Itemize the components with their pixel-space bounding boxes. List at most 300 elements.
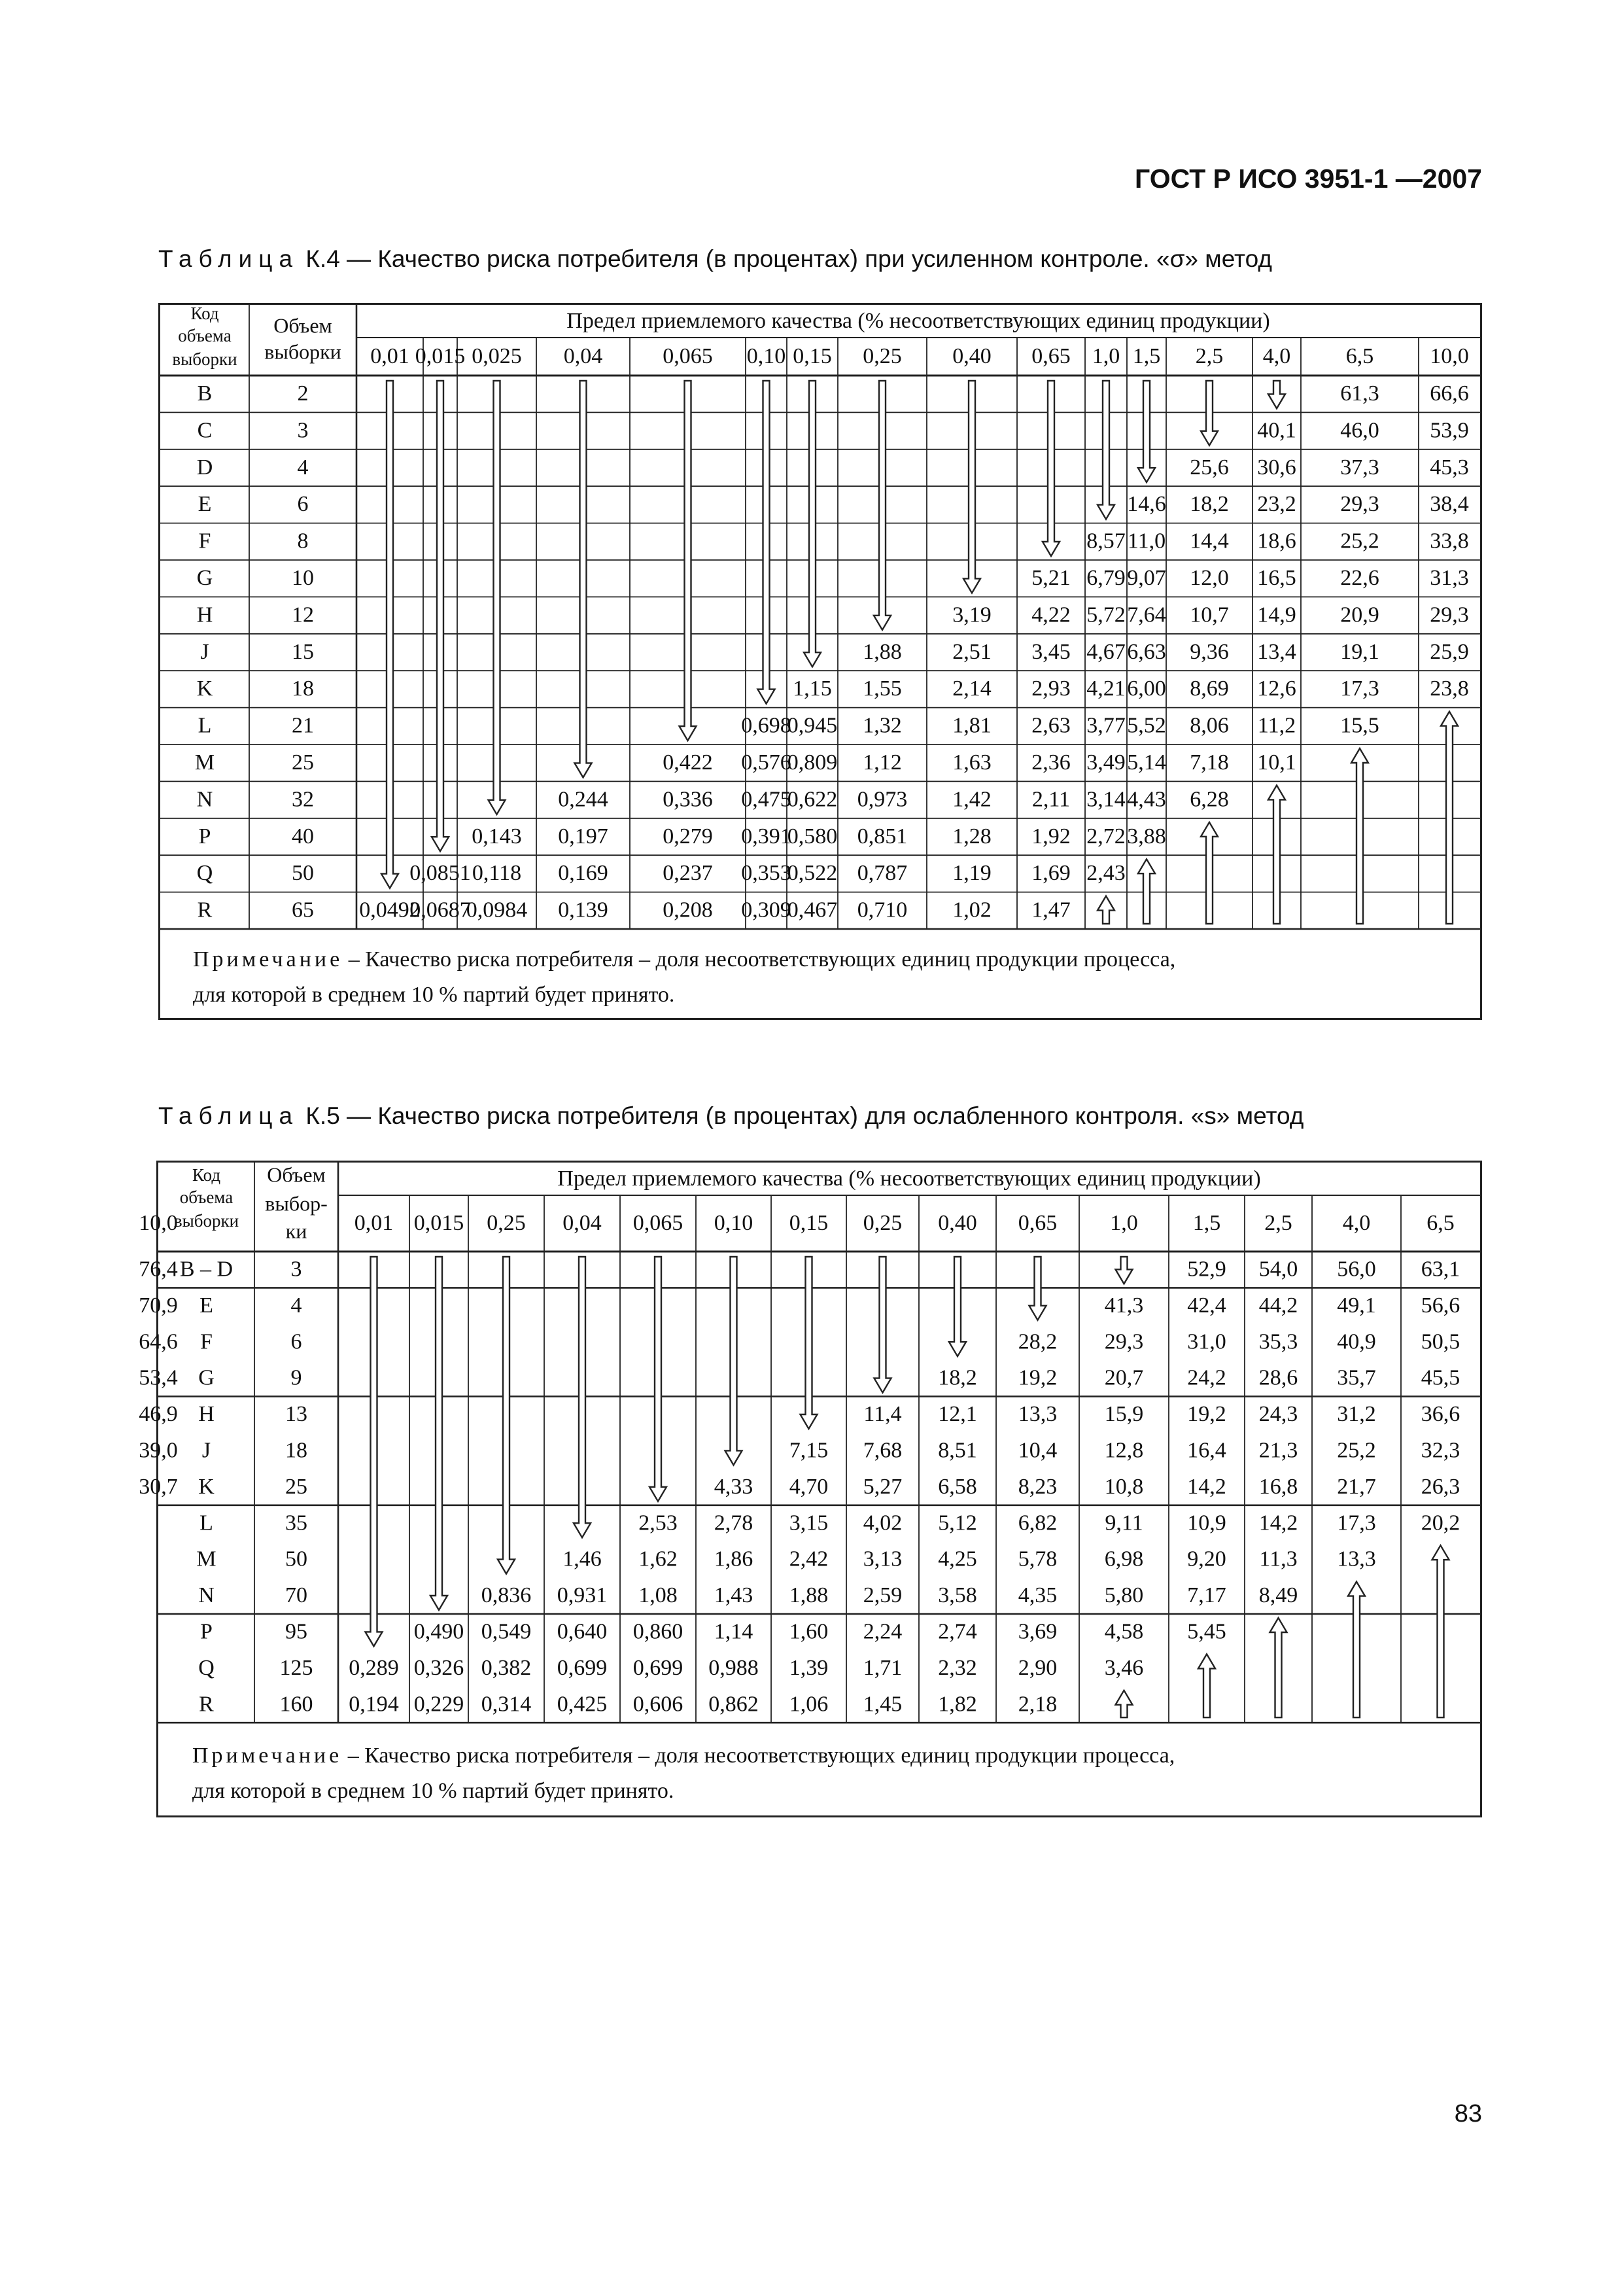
table-k5-note-line1 [192, 1738, 1175, 1774]
table-k5-note-label: Примечание [192, 1743, 343, 1768]
table-k4-cell-value: 14,4 [1190, 529, 1229, 553]
table-k4-cell-value: 0,0851 [409, 861, 471, 886]
table-k5-cell-value: 52,9 [1187, 1257, 1226, 1282]
table-k5-up-arrow [1348, 1582, 1365, 1718]
table-k4-note-text: – Качество риска потребителя – доля несоответствующих единиц продукции процесса, [343, 947, 1176, 972]
table-k5-cell-value: 20,7 [1104, 1365, 1144, 1390]
table-k5-cell-value: 44,2 [1258, 1293, 1298, 1318]
table-k5-cell-value: 5,12 [938, 1511, 977, 1535]
table-k5-cell-value: 31,0 [1187, 1329, 1226, 1354]
table-k4-cell-value: 0,422 [663, 750, 713, 775]
table-k5-up-arrow [1116, 1691, 1133, 1717]
table-k4-cell-value: 0,197 [558, 824, 608, 849]
table-k4-row-code: N [196, 787, 213, 812]
table-k5-row-size: 18 [285, 1438, 307, 1463]
table-k5-cell-value: 3,58 [938, 1583, 977, 1608]
table-k4-cell-value: 0,244 [558, 787, 608, 812]
table-k4-caption-prefix: Таблица [158, 245, 300, 272]
table-k5-row-code: Q [198, 1655, 215, 1680]
table-k5-cell-value: 5,45 [1187, 1619, 1226, 1644]
table-k5-cell-value: 0,490 [413, 1619, 464, 1644]
table-k5-cell-value: 26,3 [1421, 1474, 1460, 1499]
table-k4-cell-value: 12,6 [1257, 676, 1296, 701]
table-k5-cell-value: 17,3 [1337, 1511, 1376, 1535]
table-k4-note-line1 [193, 942, 1175, 977]
table-k4-aql-level: 0,15 [793, 343, 832, 368]
table-k5-row-code: N [198, 1583, 215, 1608]
table-k5-cell-value: 31,2 [1337, 1402, 1376, 1427]
table-k4-cell-value: 40,1 [1257, 418, 1296, 443]
table-k4-cell-value: 0,139 [558, 898, 608, 922]
table-k4-cell-value: 2,11 [1031, 787, 1071, 812]
table-k4-row-size: 50 [292, 861, 314, 886]
table-k4-up-arrow [1201, 822, 1218, 924]
table-k4-grid [160, 305, 1480, 1018]
table-k5-cell-value: 8,23 [1018, 1474, 1058, 1499]
table-k4-down-arrow [1138, 381, 1155, 482]
table-k4-row-code: D [196, 455, 213, 480]
table-k5-cell-value: 2,42 [789, 1547, 829, 1571]
standard-header: ГОСТ Р ИСО 3951-1 —2007 [1135, 164, 1482, 194]
table-k5-note-line2: для которой в среднем 10 % партий будет принято. [192, 1779, 674, 1803]
table-k5-cell-value: 16,8 [1258, 1474, 1298, 1499]
table-k5-row-size: 35 [285, 1511, 307, 1535]
table-k5-note [192, 1738, 1175, 1809]
table-k5-down-arrow [1116, 1257, 1133, 1284]
table-k4-cell-value: 1,69 [1031, 861, 1071, 886]
table-k4-cell-value: 0,576 [741, 750, 791, 775]
table-k4-header-size: выборки [264, 340, 341, 364]
table-k4-row-size: 2 [297, 381, 309, 406]
table-k4-cell-value: 38,4 [1430, 492, 1469, 517]
table-k5-row-size: 125 [279, 1655, 313, 1680]
table-k4-row-size: 18 [292, 676, 314, 701]
table-k5-row-code: P [200, 1619, 213, 1644]
table-k5-aql-level: 0,015 [413, 1210, 464, 1235]
table-k5-cell-value: 0,314 [481, 1692, 532, 1717]
table-k5-cell-value: 2,18 [1018, 1692, 1058, 1717]
table-k5-cell-value: 2,59 [863, 1583, 903, 1608]
table-k4-row-code: E [198, 492, 212, 517]
table-k5-cell-value: 2,24 [863, 1619, 903, 1644]
table-k5-cell-value: 50,5 [1421, 1329, 1460, 1354]
table-k4-cell-value: 33,8 [1430, 529, 1469, 553]
table-k4-row-code: F [198, 529, 211, 553]
table-k4-cell-value: 1,42 [952, 787, 992, 812]
table-k5-cell-value: 19,2 [1018, 1365, 1058, 1390]
table-k4-cell-value: 23,2 [1257, 492, 1296, 517]
table-k5-cell-value: 24,2 [1187, 1365, 1226, 1390]
table-k5-aql-level: 0,04 [562, 1210, 602, 1235]
table-k4-aql-level: 0,065 [663, 343, 713, 368]
table-k4-aql-level: 2,5 [1195, 343, 1224, 368]
table-k4-aql-level: 6,5 [1345, 343, 1374, 368]
table-k4-cell-value: 20,9 [1340, 603, 1379, 627]
table-k4-cell-value: 2,63 [1031, 713, 1071, 738]
table-k4-cell-value: 8,06 [1190, 713, 1229, 738]
table-k5-cell-value: 1,06 [789, 1692, 829, 1717]
table-k5-row-code: R [199, 1692, 214, 1717]
table-k4-row-size: 6 [297, 492, 309, 517]
table-k5-up-arrow [1270, 1618, 1287, 1717]
table-k5-header-aql: Предел приемлемого качества (% несоответствующих единиц продукции) [557, 1166, 1261, 1191]
table-k4-header-code: Код [190, 304, 219, 324]
table-k4-cell-value: 29,3 [1340, 492, 1379, 517]
table-k4-cell-value: 10,1 [1257, 750, 1296, 775]
table-k4-cell-value: 0,475 [741, 787, 791, 812]
table-k4-cell-value: 4,43 [1127, 787, 1166, 812]
table-k5-cell-value: 14,2 [1258, 1511, 1298, 1535]
table-k5-cell-value: 54,0 [1258, 1257, 1298, 1282]
table-k4-cell-value: 14,6 [1127, 492, 1166, 517]
table-k5-caption-text: К.5 — Качество риска потребителя (в процентах) для ослабленного контроля. «s» метод [299, 1102, 1304, 1129]
table-k4-aql-level: 0,25 [863, 343, 902, 368]
table-k5-cell-value: 56,0 [1337, 1257, 1376, 1282]
table-k4-cell-value: 2,72 [1086, 824, 1126, 849]
table-k4-up-arrow [1097, 896, 1114, 924]
table-k4-cell-value: 3,45 [1031, 639, 1071, 664]
table-k4-row-size: 8 [297, 529, 309, 553]
table-k4-down-arrow [1201, 381, 1218, 446]
table-k5-cell-value: 63,1 [1421, 1257, 1460, 1282]
table-k5-cell-value: 18,2 [938, 1365, 977, 1390]
table-k4-cell-value: 11,2 [1257, 713, 1296, 738]
table-k4-cell-value: 0,0492 [359, 898, 421, 922]
table-k5-cell-value: 76,4 [139, 1257, 178, 1282]
table-k4-cell-value: 8,69 [1190, 676, 1229, 701]
table-k5-aql-level: 0,25 [487, 1210, 526, 1235]
table-k5-row-code: K [198, 1474, 215, 1499]
table-k5-header-code: Код [192, 1165, 221, 1185]
table-k5-cell-value: 45,5 [1421, 1365, 1460, 1390]
table-k5-cell-value: 35,3 [1258, 1329, 1298, 1354]
table-k4-cell-value: 3,19 [952, 603, 992, 627]
table-k5-cell-value: 0,988 [708, 1655, 759, 1680]
table-k5-cell-value: 4,33 [714, 1474, 753, 1499]
table-k4-cell-value: 45,3 [1430, 455, 1469, 480]
table-k4-cell-value: 25,6 [1190, 455, 1229, 480]
table-k4-cell-value: 0,336 [663, 787, 713, 812]
table-k4-down-arrow [432, 381, 449, 851]
table-k5-cell-value: 20,2 [1421, 1511, 1460, 1535]
table-k5-up-arrow [1432, 1545, 1449, 1717]
table-k5-row-size: 13 [285, 1402, 307, 1427]
table-k4-row-size: 21 [292, 713, 314, 738]
table-k5-cell-value: 15,9 [1104, 1402, 1144, 1427]
table-k5-cell-value: 10,8 [1104, 1474, 1144, 1499]
table-k5-aql-level: 4,0 [1342, 1210, 1371, 1235]
table-k4-cell-value: 5,52 [1127, 713, 1166, 738]
table-k4-row-code: C [197, 418, 213, 443]
table-k4-note-line2: для которой в среднем 10 % партий будет принято. [193, 983, 675, 1007]
table-k4-cell-value: 0,0687 [409, 898, 471, 922]
table-k4-cell-value: 6,79 [1086, 565, 1126, 590]
table-k4-down-arrow [874, 381, 891, 630]
table-k5-cell-value: 6,82 [1018, 1511, 1058, 1535]
table-k5-cell-value: 1,43 [714, 1583, 753, 1608]
table-k4-row-size: 32 [292, 787, 314, 812]
table-k4-header-aql: Предел приемлемого качества (% несоответствующих единиц продукции) [566, 308, 1270, 333]
table-k4-down-arrow [680, 381, 697, 741]
table-k4-cell-value: 4,22 [1031, 603, 1071, 627]
table-k5-cell-value: 2,74 [938, 1619, 977, 1644]
table-k4-row-code: B [197, 381, 213, 406]
table-k5-cell-value: 19,2 [1187, 1402, 1226, 1427]
table-k5-row-size: 95 [285, 1619, 307, 1644]
table-k5-cell-value: 25,2 [1337, 1438, 1376, 1463]
table-k4-cell-value: 0,353 [741, 861, 791, 886]
table-k5-down-arrow [649, 1257, 666, 1501]
table-k5-cell-value: 0,699 [632, 1655, 683, 1680]
table-k4-cell-value: 31,3 [1430, 565, 1469, 590]
table-k4-cell-value: 14,9 [1257, 603, 1296, 627]
table-k4-cell-value: 1,47 [1031, 898, 1071, 922]
table-k5-cell-value: 7,17 [1187, 1583, 1226, 1608]
table-k5-row-size: 6 [290, 1329, 302, 1354]
table-k4-cell-value: 25,9 [1430, 639, 1469, 664]
table-k4-row-code: L [198, 713, 212, 738]
table-k4-aql-level: 4,0 [1262, 343, 1291, 368]
table-k5-cell-value: 0,931 [557, 1583, 608, 1608]
table-k4-aql-level: 1,5 [1132, 343, 1161, 368]
table-k5-cell-value: 0,640 [557, 1619, 608, 1644]
table-k4-row-size: 10 [292, 565, 314, 590]
table-k5-cell-value: 3,46 [1104, 1655, 1144, 1680]
table-k5-row-code: J [201, 1438, 211, 1463]
table-k4-row-size: 65 [292, 898, 314, 922]
table-k4-aql-level: 0,40 [952, 343, 992, 368]
table-k4-cell-value: 11,0 [1127, 529, 1166, 553]
table-k5-cell-value: 2,78 [714, 1511, 753, 1535]
table-k4-row-code: P [198, 824, 211, 849]
table-k4-cell-value: 2,51 [952, 639, 992, 664]
table-k5-row-size: 4 [290, 1293, 302, 1318]
table-k5-caption-prefix: Таблица [158, 1102, 300, 1129]
table-k4-cell-value: 0,467 [787, 898, 838, 922]
table-k4-cell-value: 12,0 [1190, 565, 1229, 590]
table-k4-cell-value: 1,88 [863, 639, 902, 664]
table-k4-cell-value: 7,18 [1190, 750, 1229, 775]
table-k4-header-size: Объем [273, 313, 332, 338]
table-k4-cell-value: 0,522 [787, 861, 838, 886]
table-k4-row-code: M [194, 750, 215, 775]
table-k5-down-arrow [801, 1257, 818, 1429]
table-k4-note [193, 942, 1175, 1013]
table-k4-row-size: 12 [292, 603, 314, 627]
table-k5-down-arrow [366, 1257, 383, 1646]
table-k4-cell-value: 1,19 [952, 861, 992, 886]
table-k5-cell-value: 10,9 [1187, 1511, 1226, 1535]
table-k5-cell-value: 0,425 [557, 1692, 608, 1717]
table-k5-cell-value: 2,32 [938, 1655, 977, 1680]
table-k5-cell-value: 46,9 [139, 1402, 178, 1427]
table-k4-cell-value: 2,43 [1086, 861, 1126, 886]
table-k5-cell-value: 0,549 [481, 1619, 532, 1644]
table-k5-aql-level: 1,5 [1192, 1210, 1221, 1235]
table-k5-cell-value: 14,2 [1187, 1474, 1226, 1499]
table-k4-cell-value: 2,93 [1031, 676, 1071, 701]
table-k5-aql-level: 0,25 [863, 1210, 903, 1235]
table-k5-cell-value: 7,68 [863, 1438, 903, 1463]
table-k5-cell-value: 36,6 [1421, 1402, 1460, 1427]
table-k5-up-arrow [1198, 1654, 1215, 1717]
table-k5-down-arrow [498, 1257, 515, 1574]
table-k4-cell-value: 0,851 [857, 824, 908, 849]
table-k4-cell-value: 3,88 [1127, 824, 1166, 849]
table-k4-cell-value: 0,169 [558, 861, 608, 886]
table-k5-cell-value: 0,862 [708, 1692, 759, 1717]
table-k5-cell-value: 32,3 [1421, 1438, 1460, 1463]
table-k4-row-code: K [196, 676, 213, 701]
table-k4-cell-value: 5,14 [1127, 750, 1166, 775]
table-k4-row-size: 4 [297, 455, 309, 480]
table-k5-row-size: 160 [279, 1692, 313, 1717]
table-k4-cell-value: 9,07 [1127, 565, 1166, 590]
table-k4-cell-value: 17,3 [1340, 676, 1379, 701]
table-k4-cell-value: 4,21 [1086, 676, 1126, 701]
table-k5-cell-value: 8,49 [1258, 1583, 1298, 1608]
table-k5-cell-value: 0,326 [413, 1655, 464, 1680]
table-k5-cell-value: 1,86 [714, 1547, 753, 1571]
table-k4-aql-level: 0,65 [1031, 343, 1071, 368]
table-k4-row-code: R [197, 898, 213, 922]
table-k5-row-code: E [199, 1293, 213, 1318]
table-k5-cell-value: 12,8 [1104, 1438, 1144, 1463]
table-k4 [158, 303, 1482, 1020]
table-k5-header-size: Объем [267, 1163, 326, 1187]
table-k4-cell-value: 22,6 [1340, 565, 1379, 590]
table-k5-aql-level: 0,01 [354, 1210, 394, 1235]
table-k5 [139, 1161, 1482, 1817]
table-k5-aql-level: 1,0 [1110, 1210, 1138, 1235]
table-k4-aql-level: 0,04 [563, 343, 603, 368]
table-k5-cell-value: 1,08 [638, 1583, 678, 1608]
table-k5-cell-value: 6,98 [1104, 1547, 1144, 1571]
table-k5-cell-value: 64,6 [139, 1329, 178, 1354]
table-k5-cell-value: 30,7 [139, 1474, 178, 1499]
table-k5-cell-value: 1,39 [789, 1655, 829, 1680]
table-k4-aql-level: 0,015 [415, 343, 466, 368]
table-k5-cell-value: 21,3 [1258, 1438, 1298, 1463]
table-k5-header-size: выбор- [265, 1191, 328, 1216]
table-k4-cell-value: 6,00 [1127, 676, 1166, 701]
table-k5-cell-value: 5,27 [863, 1474, 903, 1499]
table-k4-cell-value: 13,4 [1257, 639, 1296, 664]
table-k5-row-size: 50 [285, 1547, 307, 1571]
table-k5-row-code: G [198, 1365, 215, 1390]
page-number: 83 [1454, 2100, 1482, 2128]
table-k5-cell-value: 3,15 [789, 1511, 829, 1535]
table-k5-cell-value: 1,60 [789, 1619, 829, 1644]
table-k4-cell-value: 0,0984 [466, 898, 528, 922]
table-k5-cell-value: 4,25 [938, 1547, 977, 1571]
table-k4-cell-value: 0,945 [787, 713, 838, 738]
table-k5-cell-value: 0,699 [557, 1655, 608, 1680]
table-k4-cell-value: 5,72 [1086, 603, 1126, 627]
table-k4-row-size: 40 [292, 824, 314, 849]
table-k4-aql-level: 0,01 [370, 343, 409, 368]
table-k5-row-size: 3 [290, 1257, 302, 1282]
table-k5-aql-level: 2,5 [1264, 1210, 1292, 1235]
table-k4-cell-value: 2,14 [952, 676, 992, 701]
table-k5-cell-value: 12,1 [938, 1402, 977, 1427]
table-k5-grid [139, 1163, 1480, 1815]
table-k4-cell-value: 1,32 [863, 713, 902, 738]
table-k5-cell-value: 8,51 [938, 1438, 977, 1463]
table-k4-cell-value: 30,6 [1257, 455, 1296, 480]
table-k5-cell-value: 49,1 [1337, 1293, 1376, 1318]
table-k5-row-size: 25 [285, 1474, 307, 1499]
table-k5-cell-value: 11,3 [1259, 1547, 1298, 1571]
table-k5-aql-level: 0,40 [938, 1210, 977, 1235]
table-k5-cell-value: 9,11 [1105, 1511, 1143, 1535]
table-k4-cell-value: 1,15 [793, 676, 832, 701]
table-k5-row-size: 9 [290, 1365, 302, 1390]
table-k5-cell-value: 40,9 [1337, 1329, 1376, 1354]
table-k4-cell-value: 3,14 [1086, 787, 1126, 812]
table-k5-cell-value: 1,82 [938, 1692, 977, 1717]
table-k5-cell-value: 6,58 [938, 1474, 977, 1499]
table-k4-cell-value: 0,698 [741, 713, 791, 738]
table-k5-aql-level: 0,15 [789, 1210, 829, 1235]
table-k4-cell-value: 6,28 [1190, 787, 1229, 812]
table-k5-cell-value: 0,860 [632, 1619, 683, 1644]
table-k4-cell-value: 10,7 [1190, 603, 1229, 627]
table-k5-row-code: L [199, 1511, 213, 1535]
table-k5-cell-value: 3,69 [1018, 1619, 1058, 1644]
table-k4-up-arrow [1138, 859, 1155, 924]
table-k5-cell-value: 0,836 [481, 1583, 532, 1608]
table-k5-cell-value: 4,58 [1104, 1619, 1144, 1644]
table-k5-cell-value: 5,80 [1104, 1583, 1144, 1608]
table-k4-cell-value: 6,63 [1127, 639, 1166, 664]
table-k5-cell-value: 21,7 [1337, 1474, 1376, 1499]
table-k4-cell-value: 2,36 [1031, 750, 1071, 775]
table-k5-note-text: – Качество риска потребителя – доля несоответствующих единиц продукции процесса, [342, 1743, 1175, 1768]
table-k5-row-code: F [200, 1329, 213, 1354]
table-k4-cell-value: 1,28 [952, 824, 992, 849]
table-k5-cell-value: 53,4 [139, 1365, 178, 1390]
table-k5-cell-value: 10,4 [1018, 1438, 1058, 1463]
table-k4-up-arrow [1351, 748, 1368, 924]
table-k4-cell-value: 1,81 [952, 713, 992, 738]
table-k4-down-arrow [1043, 381, 1060, 556]
table-k5-header-code: объема [179, 1187, 233, 1208]
table-k5-cell-value: 41,3 [1104, 1293, 1144, 1318]
table-k4-cell-value: 0,809 [787, 750, 838, 775]
table-k4-cell-value: 0,309 [741, 898, 791, 922]
table-k4-cell-value: 0,208 [663, 898, 713, 922]
table-k4-up-arrow [1268, 785, 1285, 924]
table-k4-cell-value: 29,3 [1430, 603, 1469, 627]
table-k4-caption [158, 245, 1272, 273]
table-k4-cell-value: 0,118 [472, 861, 522, 886]
table-k5-down-arrow [949, 1257, 966, 1356]
table-k5-cell-value: 7,15 [789, 1438, 829, 1463]
table-k5-cell-value: 0,194 [349, 1692, 399, 1717]
table-k5-cell-value: 4,70 [789, 1474, 829, 1499]
table-k4-cell-value: 19,1 [1340, 639, 1379, 664]
table-k5-cell-value: 24,3 [1258, 1402, 1298, 1427]
table-k5-aql-level: 0,10 [714, 1210, 753, 1235]
table-k5-cell-value: 5,78 [1018, 1547, 1058, 1571]
table-k4-cell-value: 18,6 [1257, 529, 1296, 553]
table-k4-cell-value: 1,12 [863, 750, 902, 775]
table-k5-cell-value: 1,62 [638, 1547, 678, 1571]
table-k4-down-arrow [489, 381, 506, 815]
table-k5-cell-value: 1,71 [863, 1655, 903, 1680]
table-k5-down-arrow [430, 1257, 447, 1610]
